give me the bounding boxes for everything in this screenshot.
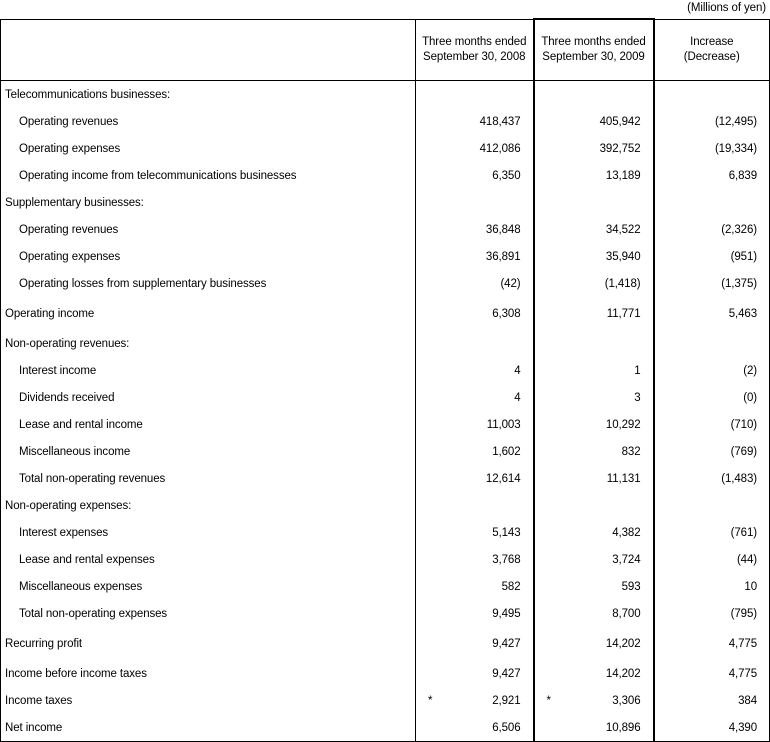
cell-increase-decrease (654, 297, 770, 330)
cell-2009 (534, 297, 654, 330)
header-label-column (1, 19, 416, 81)
table-row (1, 627, 770, 660)
table-row (1, 411, 770, 438)
header-col-2009-line1: Three months ended (541, 36, 646, 48)
cell-2009 (534, 411, 654, 438)
cell-2008 (416, 216, 534, 243)
cell-2008-value: 6,506 (492, 721, 521, 734)
cell-increase-decrease (654, 189, 770, 216)
cell-2009 (534, 357, 654, 384)
table-row (1, 384, 770, 411)
cell-increase-decrease (654, 600, 770, 627)
header-col-delta-line2: (Decrease) (683, 50, 740, 63)
cell-increase-decrease-value: (44) (736, 553, 757, 566)
cell-2008-value: 12,614 (485, 472, 521, 485)
cell-2008 (416, 600, 534, 627)
table-row (1, 357, 770, 384)
cell-2009-value: 35,940 (605, 250, 641, 263)
cell-2009 (534, 714, 654, 742)
cell-2008-value: 9,427 (492, 667, 521, 680)
cell-increase-decrease-value: 10 (744, 580, 757, 593)
cell-increase-decrease-value: (12,495) (714, 115, 757, 128)
table-row (1, 573, 770, 600)
cell-2009-value: 14,202 (605, 637, 641, 650)
cell-2009 (534, 687, 654, 714)
cell-2009-value: 11,131 (606, 472, 641, 485)
cell-increase-decrease (654, 492, 770, 519)
cell-2009-value: 593 (621, 580, 641, 593)
cell-2009-value: 13,189 (605, 169, 641, 182)
cell-2009-value: 3,306 (612, 694, 641, 707)
table-row (1, 81, 770, 109)
row-label: Operating income (1, 297, 416, 330)
cell-2008 (416, 270, 534, 297)
row-label: Telecommunications businesses: (1, 81, 416, 109)
cell-2009-value: 1 (634, 364, 641, 377)
table-row (1, 330, 770, 357)
table-header (1, 19, 770, 81)
row-label: Miscellaneous income (1, 438, 416, 465)
cell-increase-decrease-value: (769) (730, 445, 757, 458)
cell-2009 (534, 81, 654, 109)
row-label: Net income (1, 714, 416, 742)
footnote-asterisk: * (546, 694, 551, 707)
table-row (1, 108, 770, 135)
cell-2008 (416, 297, 534, 330)
cell-increase-decrease-value: (2) (743, 364, 757, 377)
cell-2009 (534, 573, 654, 600)
cell-2009-value: 34,522 (605, 223, 641, 236)
cell-2008 (416, 411, 534, 438)
cell-increase-decrease (654, 714, 770, 742)
cell-2008 (416, 546, 534, 573)
cell-2009 (534, 135, 654, 162)
cell-2009-value: 14,202 (605, 667, 641, 680)
row-label: Operating losses from supplementary businesses (1, 270, 416, 297)
cell-increase-decrease (654, 465, 770, 492)
cell-2008-value: 11,003 (486, 418, 521, 431)
cell-increase-decrease (654, 135, 770, 162)
cell-2009 (534, 600, 654, 627)
cell-2008-value: 5,143 (492, 526, 521, 539)
cell-increase-decrease-value: (710) (730, 418, 757, 431)
table-row (1, 135, 770, 162)
row-label: Supplementary businesses: (1, 189, 416, 216)
cell-increase-decrease (654, 330, 770, 357)
table-row (1, 714, 770, 742)
cell-increase-decrease (654, 81, 770, 109)
cell-increase-decrease (654, 216, 770, 243)
header-col-2009-line2: September 30, 2009 (542, 51, 645, 63)
cell-2009 (534, 465, 654, 492)
cell-2008 (416, 660, 534, 687)
cell-2008 (416, 81, 534, 109)
header-col-delta-line1: Increase (690, 35, 734, 48)
cell-2008-value: 418,437 (479, 115, 521, 128)
cell-2009-value: 4,382 (612, 526, 641, 539)
cell-increase-decrease-value: 5,463 (728, 307, 757, 320)
cell-2008-value: 6,350 (492, 169, 521, 182)
cell-increase-decrease (654, 108, 770, 135)
cell-increase-decrease (654, 243, 770, 270)
row-label: Operating expenses (1, 135, 416, 162)
cell-2009-value: (1,418) (604, 277, 641, 290)
cell-2008-value: 36,891 (485, 250, 521, 263)
cell-2009 (534, 189, 654, 216)
header-row (1, 19, 770, 81)
row-label: Operating expenses (1, 243, 416, 270)
table-row (1, 243, 770, 270)
cell-increase-decrease-value: 4,390 (728, 721, 757, 734)
row-label: Interest expenses (1, 519, 416, 546)
header-col-2008 (416, 19, 534, 81)
row-label: Non-operating revenues: (1, 330, 416, 357)
cell-2008 (416, 243, 534, 270)
cell-increase-decrease (654, 411, 770, 438)
cell-2008 (416, 189, 534, 216)
cell-2009 (534, 108, 654, 135)
row-label: Dividends received (1, 384, 416, 411)
financial-results-table (0, 18, 770, 742)
cell-increase-decrease (654, 384, 770, 411)
table-row (1, 216, 770, 243)
cell-increase-decrease (654, 162, 770, 189)
cell-increase-decrease-value: (761) (730, 526, 757, 539)
row-label: Income taxes (1, 687, 416, 714)
cell-increase-decrease-value: 4,775 (728, 637, 757, 650)
cell-2009 (534, 243, 654, 270)
table-row (1, 546, 770, 573)
footnote-asterisk: * (428, 694, 433, 707)
table-row (1, 297, 770, 330)
cell-2009-value: 832 (621, 445, 641, 458)
row-label: Miscellaneous expenses (1, 573, 416, 600)
cell-2009-value: 10,292 (605, 418, 641, 431)
row-label: Non-operating expenses: (1, 492, 416, 519)
cell-2008 (416, 162, 534, 189)
cell-2009-value: 405,942 (599, 115, 641, 128)
header-col-increase-decrease (654, 19, 770, 81)
table-row (1, 189, 770, 216)
cell-2008-value: 4 (514, 364, 521, 377)
cell-2008 (416, 492, 534, 519)
row-label: Operating revenues (1, 216, 416, 243)
cell-2008-value: 1,602 (492, 445, 521, 458)
row-label: Lease and rental expenses (1, 546, 416, 573)
table-row (1, 600, 770, 627)
cell-2008 (416, 384, 534, 411)
cell-2008 (416, 135, 534, 162)
cell-2008 (416, 108, 534, 135)
cell-2009 (534, 546, 654, 573)
cell-2008-value: 412,086 (479, 142, 521, 155)
cell-increase-decrease-value: 6,839 (728, 169, 757, 182)
cell-increase-decrease (654, 438, 770, 465)
cell-2008-value: 9,427 (492, 637, 521, 650)
table-row (1, 519, 770, 546)
cell-2008 (416, 465, 534, 492)
cell-2009-value: 8,700 (612, 607, 641, 620)
cell-2008-value: 582 (501, 580, 521, 593)
table-row (1, 270, 770, 297)
cell-2009-value: 3 (634, 391, 641, 404)
cell-2009-value: 392,752 (599, 142, 641, 155)
cell-2009 (534, 492, 654, 519)
row-label: Lease and rental income (1, 411, 416, 438)
cell-2008-value: 6,308 (492, 307, 521, 320)
cell-2009-value: 11,771 (606, 307, 641, 320)
cell-increase-decrease (654, 660, 770, 687)
table-row (1, 465, 770, 492)
cell-2009 (534, 216, 654, 243)
row-label: Operating revenues (1, 108, 416, 135)
cell-increase-decrease (654, 357, 770, 384)
cell-2008-value: (42) (500, 277, 521, 290)
cell-2008 (416, 330, 534, 357)
cell-increase-decrease-value: 4,775 (728, 667, 757, 680)
table-row (1, 492, 770, 519)
cell-2009 (534, 660, 654, 687)
header-col-2008-line1: Three months ended (422, 35, 527, 48)
cell-2009 (534, 519, 654, 546)
cell-2009 (534, 384, 654, 411)
cell-2008-value: 36,848 (485, 223, 521, 236)
cell-increase-decrease-value: (2,326) (721, 223, 757, 236)
cell-2009 (534, 627, 654, 660)
row-label: Operating income from telecommunications businesses (1, 162, 416, 189)
row-label: Total non-operating revenues (1, 465, 416, 492)
cell-increase-decrease-value: (951) (730, 250, 757, 263)
cell-increase-decrease (654, 519, 770, 546)
cell-2008-value: 4 (514, 391, 521, 404)
header-col-2009 (534, 19, 654, 81)
unit-note: (Millions of yen) (687, 2, 766, 14)
cell-increase-decrease (654, 546, 770, 573)
cell-2009 (534, 438, 654, 465)
cell-2009 (534, 162, 654, 189)
row-label: Income before income taxes (1, 660, 416, 687)
header-col-2008-line2: September 30, 2008 (423, 50, 526, 63)
cell-increase-decrease-value: (1,375) (721, 277, 757, 290)
row-label: Recurring profit (1, 627, 416, 660)
table-row (1, 438, 770, 465)
cell-increase-decrease-value: (795) (730, 607, 757, 620)
row-label: Interest income (1, 357, 416, 384)
cell-2009 (534, 330, 654, 357)
cell-increase-decrease-value: (0) (743, 391, 757, 404)
cell-2008 (416, 687, 534, 714)
cell-increase-decrease-value: 384 (738, 694, 757, 707)
cell-2008 (416, 627, 534, 660)
row-label: Total non-operating expenses (1, 600, 416, 627)
cell-increase-decrease (654, 270, 770, 297)
cell-2009-value: 3,724 (612, 553, 641, 566)
cell-2008-value: 3,768 (492, 553, 521, 566)
cell-2009 (534, 270, 654, 297)
cell-2009-value: 10,896 (605, 721, 641, 734)
cell-2008-value: 9,495 (492, 607, 521, 620)
cell-increase-decrease (654, 573, 770, 600)
cell-increase-decrease (654, 687, 770, 714)
table-row (1, 660, 770, 687)
cell-increase-decrease-value: (19,334) (714, 142, 757, 155)
cell-increase-decrease (654, 627, 770, 660)
table-row (1, 162, 770, 189)
cell-2008 (416, 357, 534, 384)
cell-2008 (416, 519, 534, 546)
cell-2008 (416, 573, 534, 600)
table-body (1, 81, 770, 742)
cell-2008-value: 2,921 (492, 694, 521, 707)
cell-2008 (416, 714, 534, 742)
table-row (1, 687, 770, 714)
cell-increase-decrease-value: (1,483) (721, 472, 757, 485)
cell-2008 (416, 438, 534, 465)
